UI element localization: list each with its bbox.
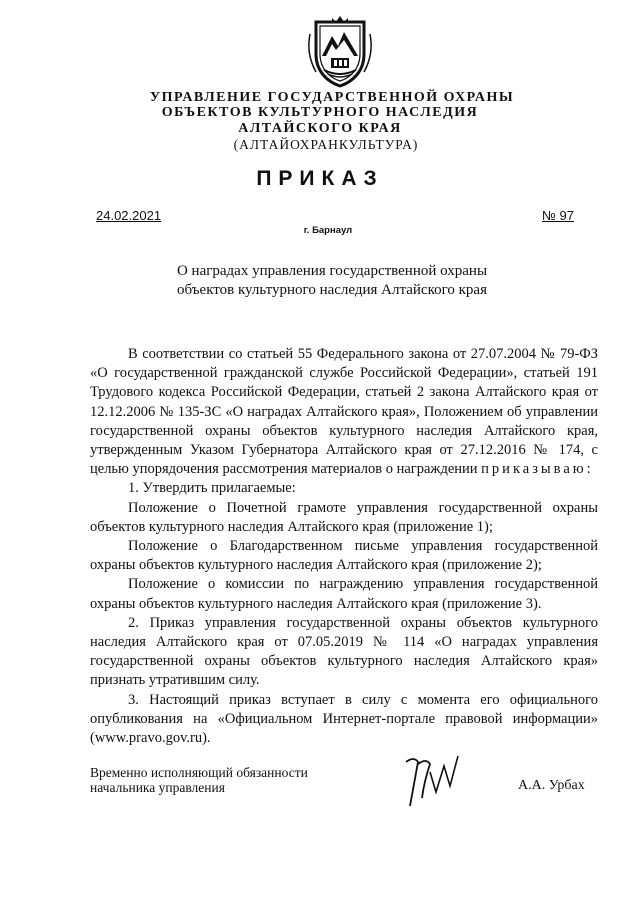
order-word: приказываю: [481,461,594,478]
item-1b: Положение о Благодарственном письме управления государственной охраны объектов культурного наследия Алтайского края (приложение 2); [90,538,598,574]
order-date: 24.02.2021 [96,208,162,223]
subject-line2: объектов культурного наследия Алтайского края [177,282,487,298]
item-1a: Положение о Почетной грамоте управления государственной охраны объектов культурного наследия Алтайского края (приложение 1); [90,499,598,535]
document-title: ПРИКАЗ [256,167,384,190]
org-name-line1: УПРАВЛЕНИЕ ГОСУДАРСТВЕННОЙ ОХРАНЫ [149,90,515,105]
order-subject [12,262,640,300]
item-1c: Положение о комиссии по награждению управления государственной охраны объектов культурного наследия Алтайского края (приложение 3). [90,576,598,612]
handwritten-signature [400,752,470,810]
order-city: г. Барнаул [303,225,353,236]
item-2: 2. Приказ управления государственной охраны объектов культурного наследия Алтайского края от 07.05.2019 № 114 «О наградах управления государственной охраны объектов культурного наследия Алтайского края» признать утратившим силу. [90,614,598,689]
item-1: 1. Утвердить прилагаемые: [128,480,296,497]
coat-of-arms-icon [302,14,378,90]
signatory-name: А.А. Урбах [518,778,585,793]
item-3: 3. Настоящий приказ вступает в силу с момента его официального опубликования на «Официальном Интернет-портале правовой информации» (www.pravo.gov.ru). [90,691,598,747]
order-body [90,345,598,748]
preamble-paragraph [90,345,598,479]
org-name-line2: ОБЪЕКТОВ КУЛЬТУРНОГО НАСЛЕДИЯ [161,105,479,120]
position-line1: Временно исполняющий обязанности [90,765,308,780]
org-abbreviation: (АЛТАЙОХРАНКУЛЬТУРА) [233,137,419,152]
order-number: № 97 [542,208,575,223]
subject-line1: О наградах управления государственной охраны [176,263,488,279]
org-name-line3: АЛТАЙСКОГО КРАЯ [238,121,402,136]
position-line2: начальника управления [90,780,225,795]
preamble-text: В соответствии со статьей 55 Федерального закона от 27.07.2004 № 79-ФЗ «О государственной гражданской службе Российской Федерации», статьей 191 Трудового кодекса Российской Федерации, статьей 2 закона Алтайского края от 12.12.2006 № 135-ЗС «О наградах Алтайского края», Положением об управлении государственной охраны объектов культурного наследия Алтайского края, утвержденным Указом Губернатора Алтайского края от 27.12.2016 № 174, с целью упорядочения рассмотрения материалов о награждении [90,346,598,478]
signatory-position [90,765,308,795]
